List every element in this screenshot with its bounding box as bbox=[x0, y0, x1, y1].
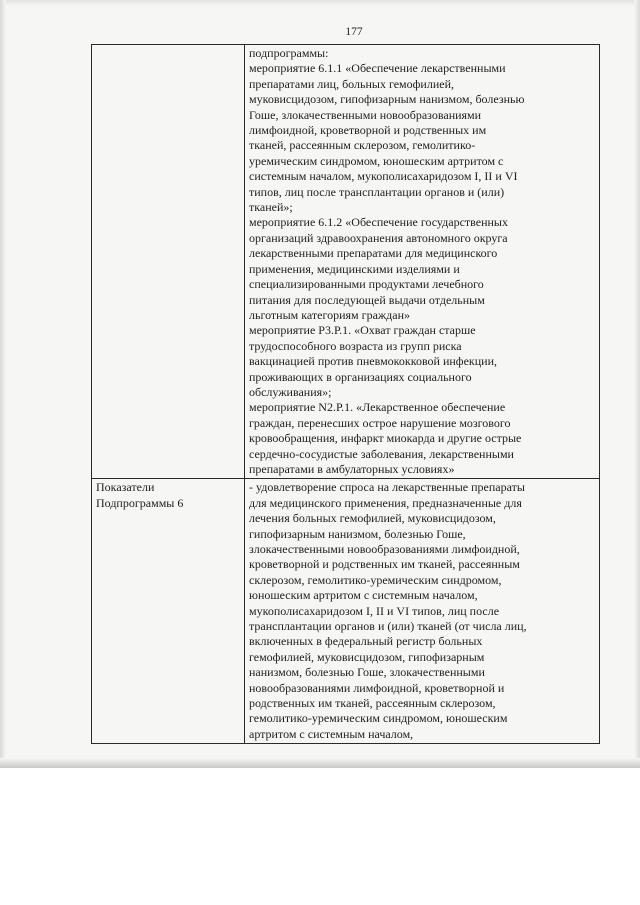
text-line: склерозом, гемолитико-уремическим синдромом, bbox=[249, 572, 502, 587]
text-line: мероприятие 6.1.1 «Обеспечение лекарственными bbox=[249, 61, 506, 76]
program-table bbox=[91, 44, 600, 744]
text-line: граждан, перенесших острое нарушение мозгового bbox=[249, 415, 511, 430]
scan-shadow-right bbox=[634, 0, 640, 768]
row2-content-cell bbox=[245, 479, 600, 744]
text-line: подпрограммы: bbox=[249, 46, 329, 60]
text-line: системным началом, мукополисахаридозом I, II и VI bbox=[249, 169, 518, 184]
indicators-content bbox=[249, 480, 596, 742]
text-line: проживающих в организациях социального bbox=[249, 369, 472, 384]
text-line: трудоспособного возраста из групп риска bbox=[249, 338, 462, 353]
text-line: - удовлетворение спроса на лекарственные препараты bbox=[249, 480, 525, 495]
text-line: организаций здравоохранения автономного округа bbox=[249, 230, 508, 245]
text-line: применения, медицинскими изделиями и bbox=[249, 261, 460, 276]
text-line: лекарственными препаратами для медицинского bbox=[249, 246, 498, 261]
text-line: Гоше, злокачественными новообразованиями bbox=[249, 107, 482, 122]
text-line: для медицинского применения, предназначенные для bbox=[249, 495, 522, 510]
text-line: мукополисахаридозом I, II и VI типов, лиц после bbox=[249, 603, 500, 618]
text-line: специализированными продуктами лечебного bbox=[249, 277, 484, 292]
scan-shadow-top bbox=[0, 0, 640, 6]
indicators-label bbox=[96, 480, 241, 511]
text-line: трансплантации органов и (или) тканей (от числа лиц, bbox=[249, 619, 527, 634]
text-line: лимфоидной, кроветворной и родственных им bbox=[249, 123, 487, 138]
text-line: юношеским артритом с системным началом, bbox=[249, 588, 478, 603]
text-line: злокачественными новообразованиями лимфоидной, bbox=[249, 542, 520, 556]
text-line: кроветворной и родственных им тканей, рассеянным bbox=[249, 557, 520, 572]
text-line: мероприятие 6.1.2 «Обеспечение государственных bbox=[249, 215, 508, 230]
row1-content-cell bbox=[245, 45, 600, 479]
text-line: обслуживания»; bbox=[249, 384, 332, 399]
text-line: тканей, рассеянным склерозом, гемолитико- bbox=[249, 138, 476, 153]
text-line: вакцинацией против пневмококковой инфекции, bbox=[249, 354, 497, 369]
text-line: типов, лиц после трансплантации органов и (или) bbox=[249, 184, 505, 199]
text-line: гемофилией, муковисцидозом, гипофизарным bbox=[249, 649, 485, 664]
page-number: 177 bbox=[345, 26, 363, 38]
text-line: мероприятие Р3.Р.1. «Охват граждан старше bbox=[249, 323, 476, 338]
text-line: препаратами в амбулаторных условиях» bbox=[249, 461, 455, 476]
text-line: кровообращения, инфаркт миокарда и другие острые bbox=[249, 431, 522, 446]
row1-label-cell bbox=[92, 45, 245, 479]
row1-content bbox=[249, 46, 596, 477]
table-row bbox=[92, 45, 600, 479]
text-line: муковисцидозом, гипофизарным нанизмом, болезнью bbox=[249, 92, 525, 107]
text-line: новообразованиями лимфоидной, кроветворной и bbox=[249, 680, 505, 695]
text-line: нанизмом, болезнью Гоше, злокачественными bbox=[249, 665, 485, 680]
table-row bbox=[92, 479, 600, 744]
scan-shadow-left bbox=[0, 0, 6, 768]
text-line: льготным категориям граждан» bbox=[249, 307, 411, 322]
text-line: Подпрограммы 6 bbox=[96, 495, 184, 510]
text-line: лечения больных гемофилией, муковисцидозом, bbox=[249, 511, 496, 526]
row2-label-cell bbox=[92, 479, 245, 744]
scan-shadow-bottom bbox=[0, 758, 640, 768]
text-line: сердечно-сосудистые заболевания, лекарственными bbox=[249, 446, 514, 461]
text-line: родственных им тканей, рассеянным склерозом, bbox=[249, 696, 496, 711]
text-line: гемолитико-уремическим синдромом, юношеским bbox=[249, 711, 508, 726]
text-line: тканей»; bbox=[249, 200, 293, 215]
text-line: питания для последующей выдачи отдельным bbox=[249, 292, 485, 307]
text-line: Показатели bbox=[96, 480, 155, 495]
text-line: уремическим синдромом, юношеским артритом с bbox=[249, 153, 504, 168]
text-line: мероприятие N2.Р.1. «Лекарственное обеспечение bbox=[249, 400, 506, 415]
text-line: гипофизарным нанизмом, болезнью Гоше, bbox=[249, 526, 466, 541]
text-line: артритом с системным началом, bbox=[249, 726, 414, 741]
text-line: препаратами лиц, больных гемофилией, bbox=[249, 76, 455, 91]
text-line: включенных в федеральный регистр больных bbox=[249, 634, 483, 649]
